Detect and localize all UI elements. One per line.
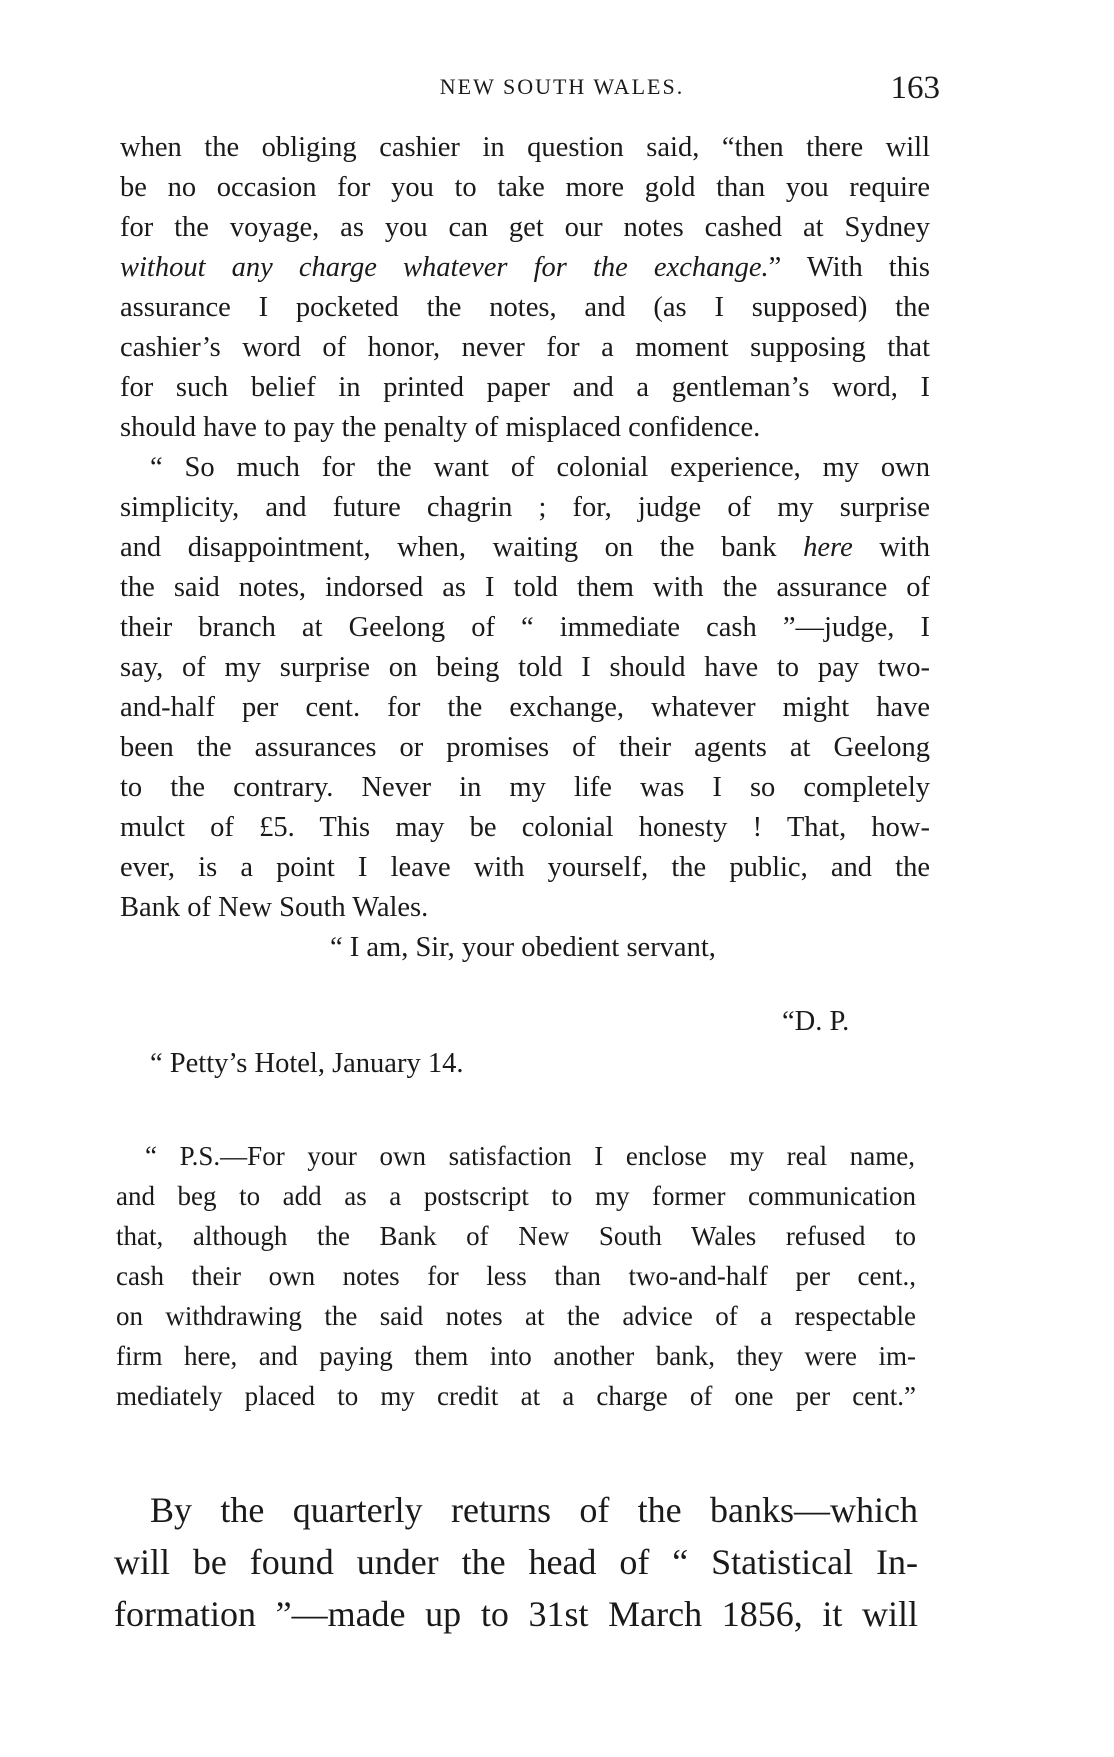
text-line: and-half per cent. for the exchange, whatever might have — [120, 692, 930, 723]
text-line — [120, 248, 930, 288]
letter-address: “ Petty’s Hotel, January 14. — [150, 1048, 464, 1079]
text-line: Bank of New South Wales. — [120, 892, 429, 923]
text-fragment: ” With this — [768, 252, 930, 283]
text-line: to the contrary. Never in my life was I so completely — [120, 772, 930, 803]
text-fragment: with — [879, 532, 931, 563]
text-line: for the voyage, as you can get our notes cashed at Sydney — [120, 212, 930, 243]
text-line: ever, is a point I leave with yourself, the public, and the — [120, 852, 930, 883]
italic-phrase: without any charge whatever for the exchange. — [120, 252, 769, 283]
text-line: “ P.S.—For your own satisfaction I enclose my real name, — [145, 1141, 915, 1171]
text-line: for such belief in printed paper and a gentleman’s word, I — [120, 372, 930, 403]
text-line: firm here, and paying them into another bank, they were im- — [116, 1341, 916, 1371]
text-line: mulct of £5. This may be colonial honesty ! That, how- — [120, 812, 930, 843]
text-line: “ So much for the want of colonial experience, my own — [150, 452, 930, 483]
text-line: their branch at Geelong of “ immediate cash ”—judge, I — [120, 612, 930, 643]
text-line: cashier’s word of honor, never for a moment supposing that — [120, 332, 930, 363]
text-line: that, although the Bank of New South Wales refused to — [116, 1221, 916, 1251]
text-line: will be found under the head of “ Statistical In- — [114, 1542, 918, 1582]
text-line: formation ”—made up to 31st March 1856, it will — [114, 1594, 918, 1634]
text-line: been the assurances or promises of their agents at Geelong — [120, 732, 930, 763]
text-line: the said notes, indorsed as I told them with the assurance of — [120, 572, 930, 603]
italic-word: here — [803, 532, 853, 563]
text-line: and beg to add as a postscript to my former communication — [116, 1181, 916, 1211]
text-line: By the quarterly returns of the banks—which — [150, 1490, 918, 1530]
text-line: assurance I pocketed the notes, and (as I supposed) the — [120, 292, 930, 323]
letter-salutation: “ I am, Sir, your obedient servant, — [330, 932, 716, 963]
text-line: when the obliging cashier in question said, “then there will — [120, 132, 930, 163]
text-line: should have to pay the penalty of misplaced confidence. — [120, 412, 761, 443]
text-line — [120, 528, 930, 568]
text-fragment: and disappointment, when, waiting on the bank — [120, 532, 777, 563]
letter-signature: “D. P. — [782, 1006, 850, 1037]
text-line: on withdrawing the said notes at the advice of a respectable — [116, 1301, 916, 1331]
running-header: NEW SOUTH WALES. — [439, 74, 685, 99]
text-line: say, of my surprise on being told I should have to pay two- — [120, 652, 930, 683]
page-number: 163 — [890, 70, 940, 106]
text-line: mediately placed to my credit at a charge of one per cent.” — [116, 1381, 916, 1411]
text-line: be no occasion for you to take more gold than you require — [120, 172, 930, 203]
text-line: simplicity, and future chagrin ; for, judge of my surprise — [120, 492, 930, 523]
text-line: cash their own notes for less than two-and-half per cent., — [116, 1261, 916, 1291]
